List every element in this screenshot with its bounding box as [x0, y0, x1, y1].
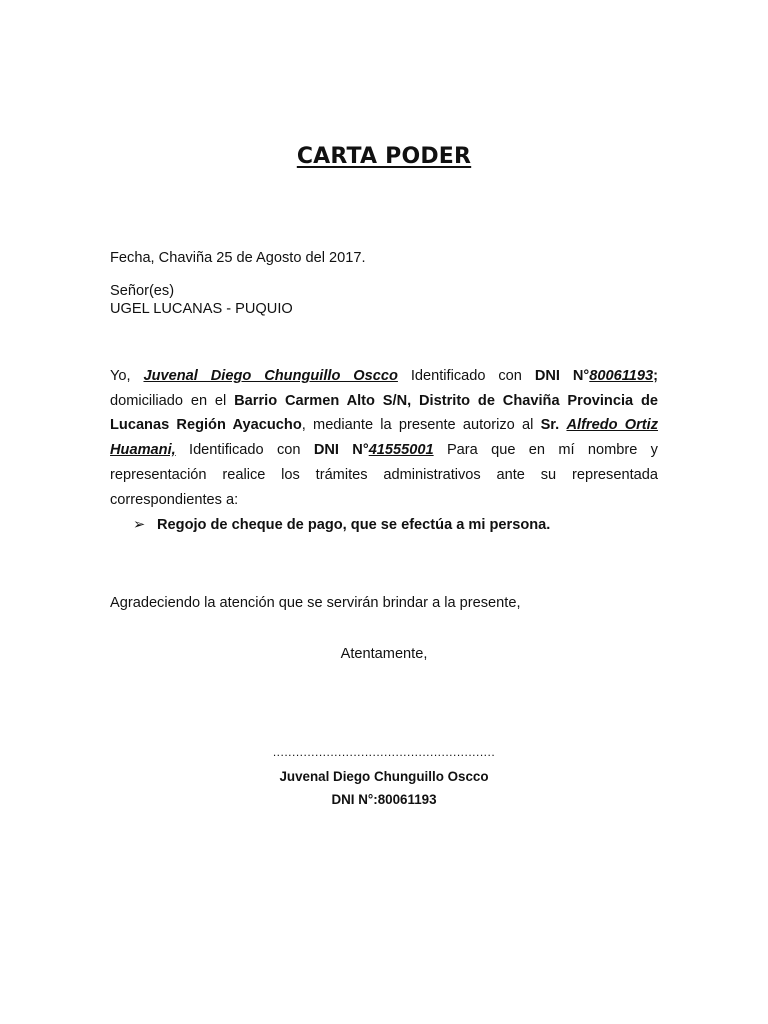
- agent-dni: 41555001: [368, 442, 434, 459]
- bullet-text: Regojo de cheque de pago, que se efectúa a mi persona.: [157, 517, 551, 533]
- grantor-address: Barrio Carmen Alto S/N, Distrito de Chaviña Provincia de Lucanas Región Ayacucho: [110, 392, 658, 434]
- letter-body: [110, 364, 658, 512]
- agent-name: Alfredo Ortiz Huamani,: [110, 417, 659, 459]
- arrow-bullet-icon: ➢: [133, 517, 146, 533]
- body-domiciliado: domiciliado en el: [110, 392, 235, 409]
- date-line: Fecha, Chaviña 25 de Agosto del 2017.: [110, 250, 366, 266]
- sr-label: Sr.: [540, 417, 567, 434]
- signature-dni: DNI N°:80061193: [331, 792, 437, 807]
- grantor-dni: 80061193: [589, 368, 654, 384]
- addressee-salutation: Señor(es): [110, 283, 175, 299]
- signature-line: ..........................................................: [272, 745, 496, 759]
- body-identificado-2: Identificado con: [175, 442, 314, 459]
- dni-label: DNI N°: [534, 368, 590, 384]
- document-title: CARTA PODER: [296, 144, 472, 169]
- grantor-name: Juvenal Diego Chunguillo Oscco: [143, 368, 398, 384]
- bullet-item: [133, 516, 550, 533]
- body-yo: Yo,: [110, 368, 144, 384]
- body-mediante: , mediante la presente autorizo al: [301, 417, 541, 434]
- signature-name: Juvenal Diego Chunguillo Oscco: [279, 769, 489, 784]
- dni-label-2: DNI N°: [313, 442, 369, 459]
- dni-semicolon: ;: [653, 368, 658, 384]
- closing-line: Atentamente,: [340, 646, 428, 662]
- addressee-name: UGEL LUCANAS - PUQUIO: [110, 301, 293, 317]
- thanks-line: Agradeciendo la atención que se servirán brindar a la presente,: [110, 595, 521, 611]
- body-rest: Para que en mí nombre y representación realice los trámites administrativos ante su representada correspondientes a:: [110, 442, 658, 508]
- body-identificado: Identificado con: [397, 368, 535, 384]
